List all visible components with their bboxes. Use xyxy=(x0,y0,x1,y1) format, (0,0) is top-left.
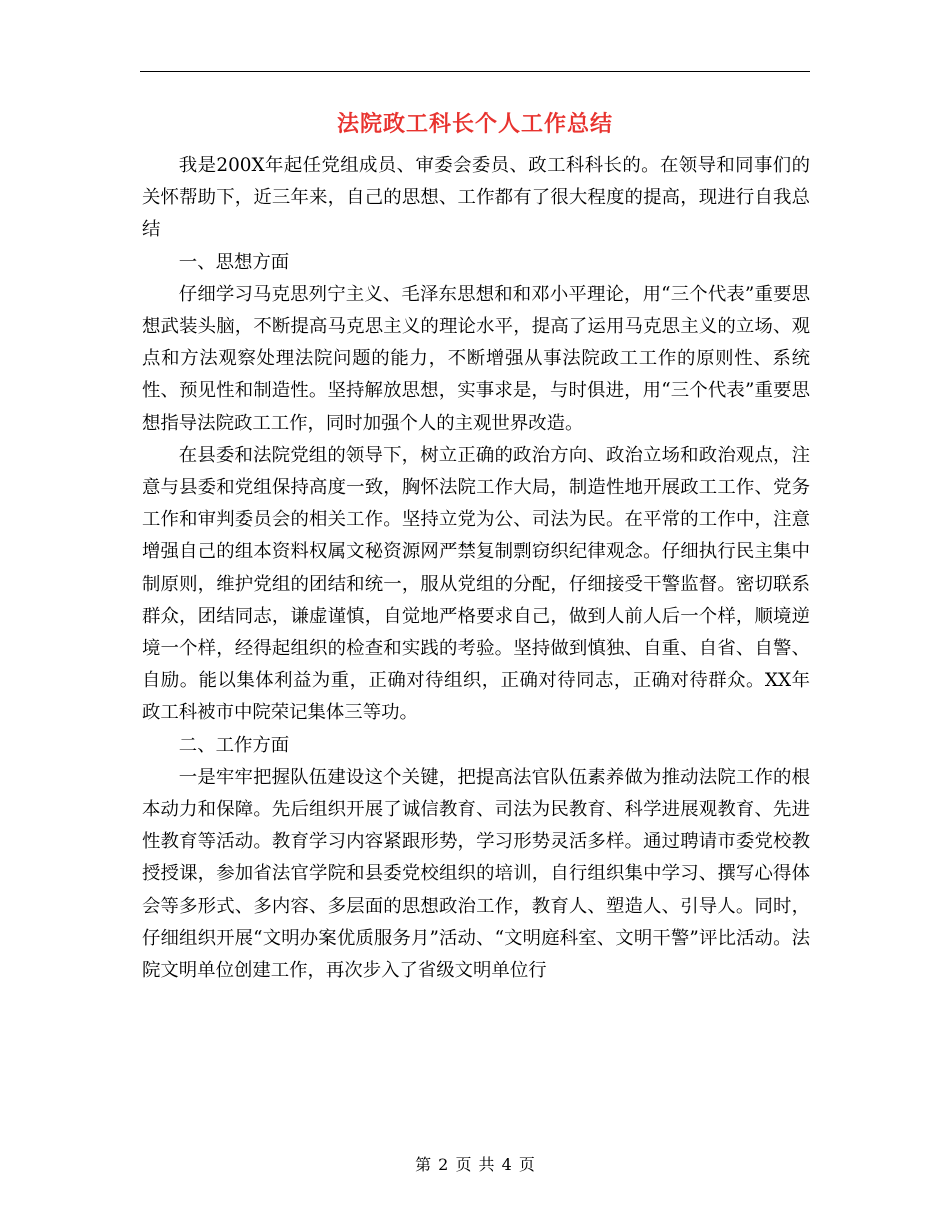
section-heading-thought: 一、思想方面 xyxy=(178,251,290,273)
paragraph-intro: 我是200X年起任党组成员、审委会委员、政工科科长的。在领导和同事们的关怀帮助下，近三年来，自己的思想、工作都有了很大程度的提高，现进行自我总结 xyxy=(142,155,810,241)
paragraph-work-team: 一是牢牢把握队伍建设这个关键，把提高法官队伍素养做为推动法院工作的根本动力和保障。先后组织开展了诚信教育、司法为民教育、科学进展观教育、先进性教育等活动。教育学习内容紧跟形势，学习形势灵活多样。通过聘请市委党校教授授课，参加省法官学院和县委党校组织的培训，自行组织集中学习、撰写心得体会等多形式、多内容、多层面的思想政治工作，教育人、塑造人、引导人。同时，仔细组织开展“文明办案优质服务月”活动、“文明庭科室、文明干警”评比活动。法院文明单位创建工作，再次步入了省级文明单位行 xyxy=(142,766,810,982)
paragraph-thought-study: 仔细学习马克思列宁主义、毛泽东思想和和邓小平理论，用“三个代表”重要思想武装头脑，不断提高马克思主义的理论水平，提高了运用马克思主义的立场、观点和方法观察处理法院问题的能力，不断增强从事法院政工工作的原则性、系统性、预见性和制造性。坚持解放思想，实事求是，与时俱进，用“三个代表”重要思想指导法院政工工作，同时加强个人的主观世界改造。 xyxy=(142,283,810,434)
paragraph-thought-leadership: 在县委和法院党组的领导下，树立正确的政治方向、政治立场和政治观点，注意与县委和党组保持高度一致，胸怀法院工作大局，制造性地开展政工工作、党务工作和审判委员会的相关工作。坚持立党为公、司法为民。在平常的工作中，注意增强自己的组本资料权属文秘资源网严禁复制剽窃织纪律观念。仔细执行民主集中制原则，维护党组的团结和统一，服从党组的分配，仔细接受干警监督。密切联系群众，团结同志，谦虚谨慎，自觉地严格要求自己，做到人前人后一个样，顺境逆境一个样，经得起组织的检查和实践的考验。坚持做到慎独、自重、自省、自警、自励。能以集体利益为重，正确对待组织，正确对待同志，正确对待群众。XX年政工科被市中院荣记集体三等功。 xyxy=(142,444,810,724)
document-body xyxy=(142,150,810,987)
header-rule xyxy=(140,71,810,72)
section-heading-work: 二、工作方面 xyxy=(178,734,290,756)
document-title: 法院政工科长个人工作总结 xyxy=(336,111,613,137)
page-footer: 第 2 页 共 4 页 xyxy=(415,1155,535,1174)
